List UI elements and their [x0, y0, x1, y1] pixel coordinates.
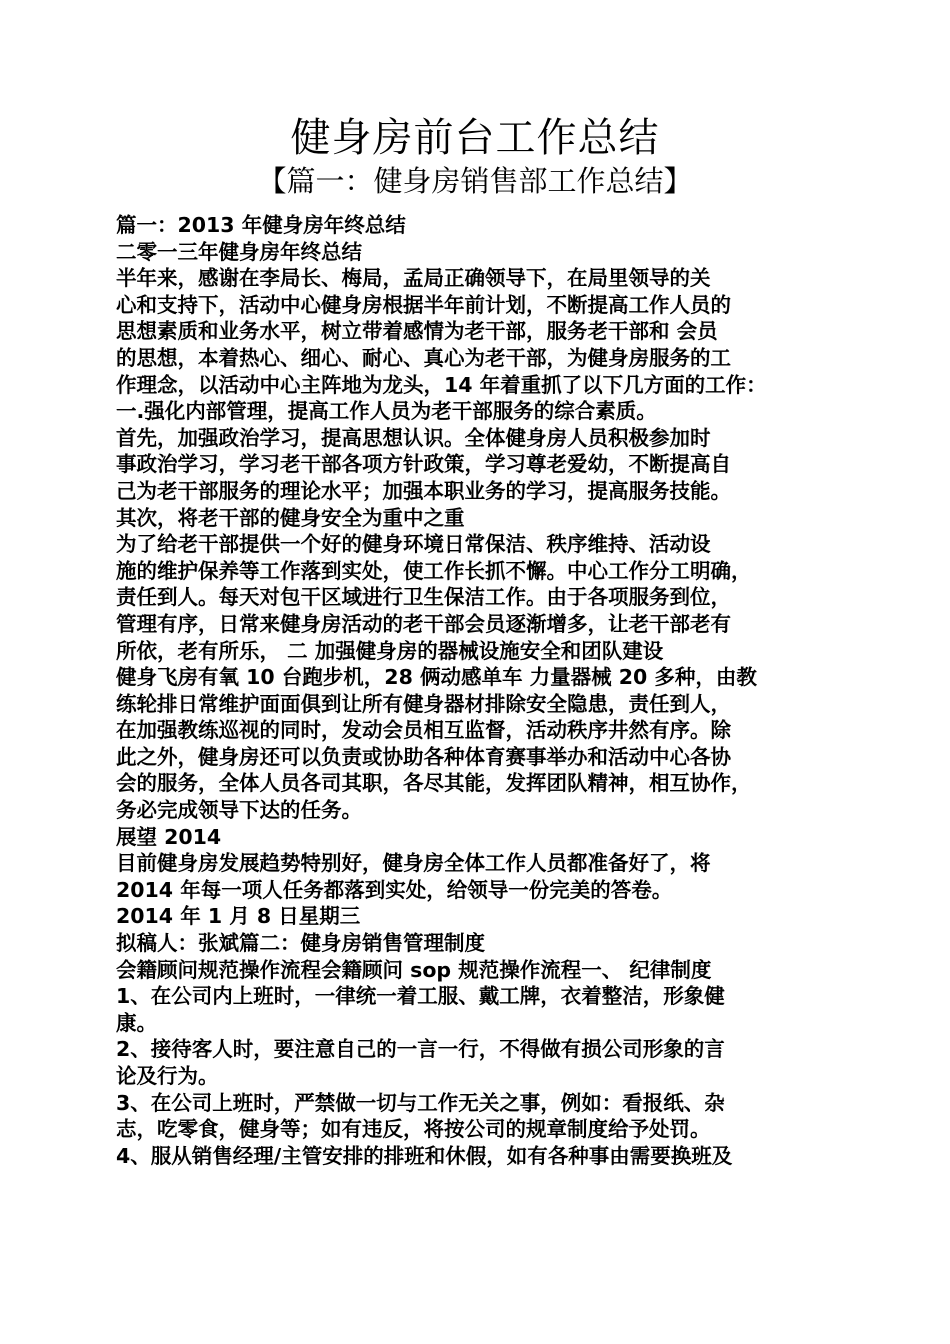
body-line: 心和支持下，活动中心健身房根据半年前计划，不断提高工作人员的 [116, 292, 731, 317]
document-title: 健身房前台工作总结 [290, 115, 660, 161]
body-line: 首先，加强政治学习，提高思想认识。全体健身房人员积极参加时 [116, 425, 711, 450]
body-line: 事政治学习，学习老干部各项方针政策，学习尊老爱幼，不断提高自 [116, 452, 731, 477]
body-line: 2014 年 1 月 8 日星期三 [116, 904, 361, 929]
body-line: 务必完成领导下达的任务。 [116, 798, 362, 823]
body-line: 拟稿人：张斌篇二：健身房销售管理制度 [116, 931, 485, 956]
body-line: 1、在公司内上班时，一律统一着工服、戴工牌，衣着整洁，形象健 [116, 984, 725, 1009]
body-line: 练轮排日常维护面面俱到让所有健身器材排除安全隐患，责任到人， [116, 691, 731, 716]
body-line: 半年来，感谢在李局长、梅局，孟局正确领导下，在局里领导的关 [116, 266, 711, 291]
body-line: 篇一：2013 年健身房年终总结 [116, 213, 406, 237]
body-line: 其次，将老干部的健身安全为重中之重 [116, 505, 465, 530]
body-line: 作理念，以活动中心主阵地为龙头，14 年着重抓了以下几方面的工作： [116, 372, 767, 397]
body-line: 一.强化内部管理，提高工作人员为老干部服务的综合素质。 [116, 399, 657, 424]
body-line: 健身飞房有氧 10 台跑步机，28 俩动感单车 力量器械 20 多种，由教 [116, 665, 757, 690]
body-line: 责任到人。每天对包干区域进行卫生保洁工作。由于各项服务到位， [116, 585, 731, 610]
body-line: 所依，老有所乐， 二 加强健身房的器械设施安全和团队建设 [116, 638, 664, 663]
body-line: 此之外，健身房还可以负责或协助各种体育赛事举办和活动中心各协 [116, 744, 731, 769]
body-line: 己为老干部服务的理论水平；加强本职业务的学习，提高服务技能。 [116, 478, 731, 503]
body-line: 为了给老干部提供一个好的健身环境日常保洁、秩序维持、活动设 [116, 532, 711, 557]
body-line: 施的维护保养等工作落到实处，使工作长抓不懈。中心工作分工明确， [116, 558, 752, 583]
body-line: 思想素质和业务水平，树立带着感情为老干部，服务老干部和 会员 [116, 319, 718, 344]
document-subtitle: 【篇一：健身房销售部工作总结】 [257, 164, 693, 198]
body-line: 会籍顾问规范操作流程会籍顾问 sop 规范操作流程一、 纪律制度 [116, 957, 712, 982]
body-line: 2、接待客人时，要注意自己的一言一行，不得做有损公司形象的言 [116, 1037, 725, 1062]
body-line: 二零一三年健身房年终总结 [116, 239, 362, 264]
body-line: 志，吃零食，健身等；如有违反，将按公司的规章制度给予处罚。 [116, 1117, 711, 1142]
body-line: 目前健身房发展趋势特别好，健身房全体工作人员都准备好了，将 [116, 851, 711, 876]
body-line: 2014 年每一项人任务都落到实处，给领导一份完美的答卷。 [116, 877, 673, 902]
body-line: 4、服从销售经理/主管安排的排班和休假，如有各种事由需要换班及 [116, 1143, 733, 1168]
body-line: 会的服务，全体人员各司其职，各尽其能，发挥团队精神，相互协作， [116, 771, 752, 796]
body-line: 在加强教练巡视的同时，发动会员相互监督，活动秩序井然有序。除 [116, 718, 731, 743]
document-body [116, 212, 838, 1169]
body-line: 管理有序，日常来健身房活动的老干部会员逐渐增多，让老干部老有 [116, 611, 731, 636]
body-line: 康。 [116, 1010, 157, 1035]
body-line: 的思想，本着热心、细心、耐心、真心为老干部，为健身房服务的工 [116, 345, 731, 370]
body-line: 3、在公司上班时，严禁做一切与工作无关之事，例如：看报纸、杂 [116, 1090, 725, 1115]
body-line: 论及行为。 [116, 1064, 219, 1088]
body-line: 展望 2014 [116, 824, 222, 849]
